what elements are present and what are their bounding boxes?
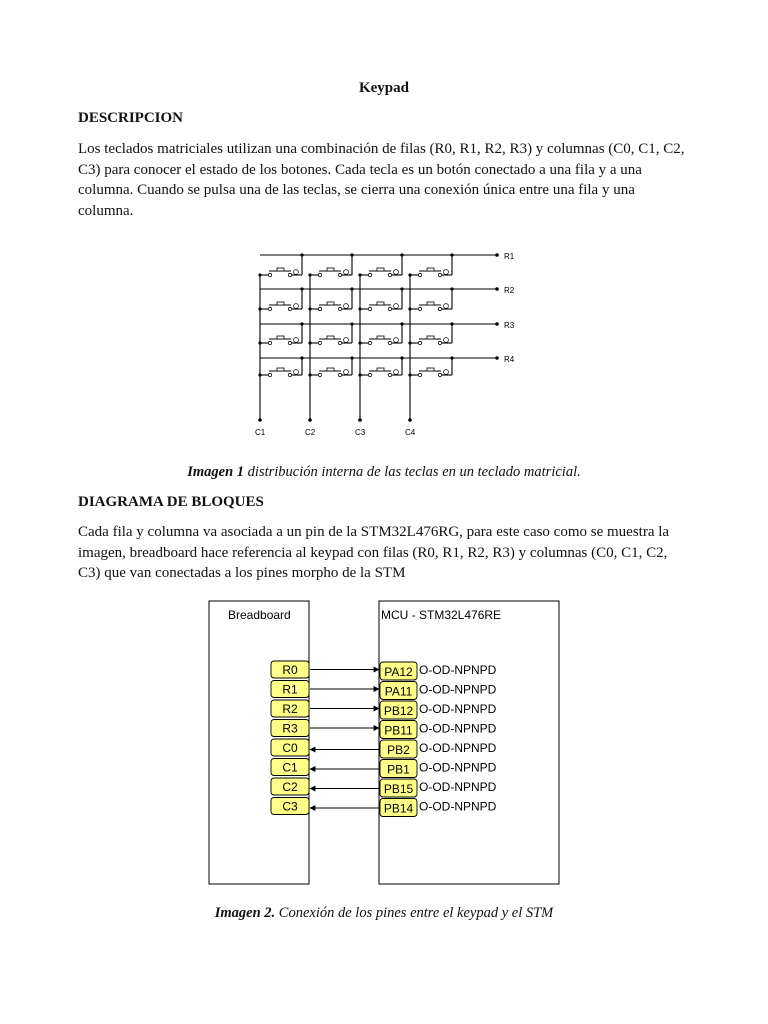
switch-index-mark [394,304,399,309]
descripcion-paragraph: Los teclados matriciales utilizan una combinación de filas (R0, R1, R2, R3) y columnas (C0, C1, C2, C3) para conocer el estado de los botones. Cada tecla es un botón conectado a una fila y a una columna. Cuando se pulsa una de las teclas, se cierra una conexión única entre una fila y una columna. [78,141,685,219]
switch-button [427,302,434,305]
pin-mode-label: O-OD-NPNPD [419,799,497,814]
heading-descripcion: DESCRIPCION [78,110,184,126]
switch-contact [288,341,291,344]
switch-contact [338,341,341,344]
row-label: R3 [504,321,515,330]
key-switch [358,322,403,344]
column-label: C4 [405,428,416,437]
row-terminal-dot [495,356,499,360]
key-switch [408,322,453,344]
key-switch [308,356,353,376]
switch-button [427,368,434,371]
key-switch [358,253,403,276]
switch-contact [268,307,271,310]
switch-contact [268,373,271,376]
switch-contact [268,273,271,276]
keypad-pin-label: R2 [282,702,298,716]
mcu-pin-label: PB15 [383,782,414,796]
row-tap-dot [450,287,453,290]
row-tap-dot [450,322,453,325]
block-diagram [200,595,570,895]
figure2-caption-label: Imagen 2. [214,905,276,921]
key-switch [258,356,303,376]
row-label: R4 [504,355,515,364]
switch-button [327,368,334,371]
row-tap-dot [350,287,353,290]
row-tap-dot [350,322,353,325]
switch-contact [388,341,391,344]
key-switch [308,287,353,310]
switch-button [327,302,334,305]
switch-index-mark [294,270,299,275]
switch-contact [438,373,441,376]
keypad-matrix-diagram [245,245,525,445]
mcu-title: MCU - STM32L476RE [381,608,502,622]
switch-contact [418,307,421,310]
mcu-pin-label: PA11 [384,684,413,699]
column-label: C2 [305,428,316,437]
switch-contact [368,273,371,276]
row-tap-dot [400,322,403,325]
key-switch [258,322,303,344]
column-terminal-dot [308,418,312,422]
key-switch [308,322,353,344]
row-tap-dot [300,253,303,256]
switch-contact [388,373,391,376]
row-tap-dot [450,356,453,359]
column-terminal-dot [358,418,362,422]
keypad-pin-label: C0 [282,741,298,755]
pin-mode-label: O-OD-NPNPD [419,721,497,736]
pin-mode-label: O-OD-NPNPD [419,780,497,794]
switch-contact [368,373,371,376]
row-tap-dot [300,287,303,290]
switch-index-mark [294,304,299,309]
switch-index-mark [394,338,399,343]
switch-button [327,336,334,339]
switch-button [277,336,284,339]
mcu-pin-label: PB1 [387,762,410,777]
switch-index-mark [344,370,349,375]
switch-contact [388,273,391,276]
switch-contact [268,341,271,344]
pin-mode-label: O-OD-NPNPD [419,682,497,697]
switch-contact [318,373,321,376]
row-label: R1 [504,252,515,261]
mcu-pin-label: PB11 [384,723,413,738]
switch-index-mark [344,338,349,343]
key-switch [408,356,453,376]
switch-button [327,268,334,271]
pin-mode-label: O-OD-NPNPD [419,741,497,755]
switch-button [427,336,434,339]
column-label: C3 [355,428,366,437]
mcu-pin-label: PB14 [383,801,414,816]
switch-index-mark [394,370,399,375]
column-terminal-dot [408,418,412,422]
key-switch [258,287,303,310]
figure1-caption-label: Imagen 1 [187,464,245,480]
switch-button [277,302,284,305]
switch-button [277,268,284,271]
row-label: R2 [504,286,515,295]
switch-index-mark [444,270,449,275]
switch-contact [318,341,321,344]
diagrama-paragraph: Cada fila y columna va asociada a un pin de la STM32L476RG, para este caso como se muestra la imagen, breadboard hace referencia al keypad con filas (R0, R1, R2, R3) y columnas (C0, C1, C2, C3) que van conectadas a los pines morpho de la STM [78,524,670,581]
switch-contact [368,341,371,344]
switch-contact [438,273,441,276]
switch-index-mark [294,338,299,343]
switch-button [377,368,384,371]
switch-index-mark [444,338,449,343]
keypad-pin-label: C1 [282,760,298,775]
mcu-pin-label: PA12 [384,665,413,679]
keypad-pin-label: C3 [282,799,298,814]
switch-contact [288,373,291,376]
row-terminal-dot [495,322,499,326]
switch-index-mark [344,304,349,309]
switch-contact [338,373,341,376]
key-switch [308,253,353,276]
row-tap-dot [400,287,403,290]
keypad-pin-label: R3 [282,721,298,736]
switch-button [377,336,384,339]
keypad-pin-label: R1 [282,682,298,697]
switch-contact [388,307,391,310]
switch-button [277,368,284,371]
switch-contact [438,341,441,344]
breadboard-title: Breadboard [228,608,291,622]
column-label: C1 [255,428,266,437]
keypad-pin-label: R0 [282,663,298,677]
switch-contact [418,373,421,376]
switch-contact [368,307,371,310]
switch-index-mark [344,270,349,275]
row-tap-dot [450,253,453,256]
key-switch [358,356,403,376]
switch-button [377,302,384,305]
figure1-caption-text: distribución interna de las teclas en un teclado matricial. [244,464,581,480]
page-title: Keypad [358,80,409,96]
pin-mode-label: O-OD-NPNPD [419,702,497,716]
keypad-pin-label: C2 [282,780,298,794]
mcu-pin-label: PB2 [387,743,410,757]
row-terminal-dot [495,287,499,291]
figure2-caption-text: Conexión de los pines entre el keypad y el STM [275,905,554,921]
column-terminal-dot [258,418,262,422]
switch-contact [338,273,341,276]
switch-contact [418,273,421,276]
switch-contact [288,273,291,276]
key-switch [258,253,303,276]
switch-button [427,268,434,271]
row-tap-dot [350,356,353,359]
row-terminal-dot [495,253,499,257]
row-tap-dot [300,322,303,325]
switch-contact [438,307,441,310]
row-tap-dot [350,253,353,256]
row-tap-dot [400,356,403,359]
pin-mode-label: O-OD-NPNPD [419,760,497,775]
figure1-caption [0,464,768,481]
figure2-caption [0,905,768,922]
pin-mode-label: O-OD-NPNPD [419,663,497,677]
switch-index-mark [394,270,399,275]
switch-index-mark [294,370,299,375]
switch-contact [288,307,291,310]
switch-contact [418,341,421,344]
switch-contact [338,307,341,310]
switch-index-mark [444,304,449,309]
switch-button [377,268,384,271]
key-switch [358,287,403,310]
key-switch [408,253,453,276]
row-tap-dot [400,253,403,256]
row-tap-dot [300,356,303,359]
heading-diagrama: DIAGRAMA DE BLOQUES [78,494,264,510]
switch-index-mark [444,370,449,375]
switch-contact [318,273,321,276]
mcu-pin-label: PB12 [383,704,414,718]
switch-contact [318,307,321,310]
key-switch [408,287,453,310]
